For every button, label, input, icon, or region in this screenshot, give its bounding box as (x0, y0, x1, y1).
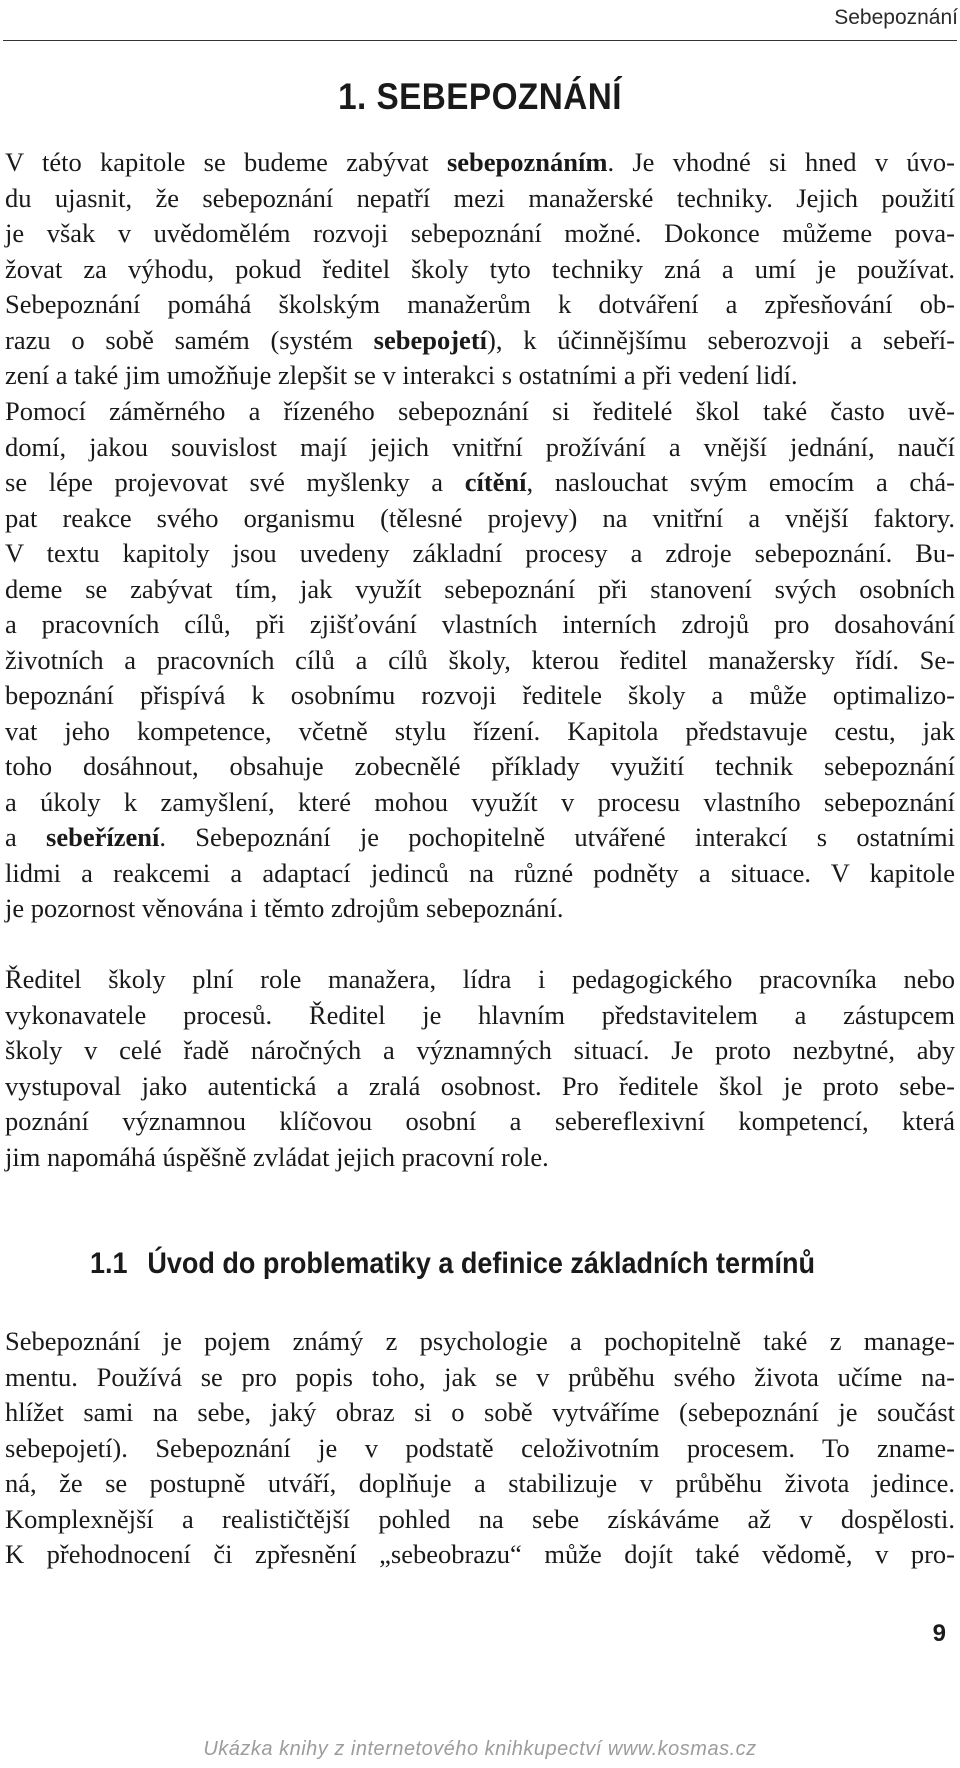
section-heading (90, 1247, 815, 1281)
text-line (5, 145, 955, 181)
paragraph-intro (5, 145, 955, 394)
text-line: jim napomáhá úspěšně zvládat jejich pracovní role. (5, 1141, 549, 1172)
text-line: ná, že se postupně utváří, doplňuje a stabilizuje v průběhu života jedince. (5, 1468, 955, 1498)
text-line: školy v celé řadě náročných a významných situací. Je proto nezbytné, aby (5, 1035, 955, 1065)
text-run: , naslouchat svým emocím a chá- (526, 467, 955, 497)
text-line: K přehodnocení či zpřesnění „sebeobrazu“ může dojít také vědomě, v pro- (5, 1539, 955, 1569)
text-run: razu o sobě samém (systém (5, 324, 374, 355)
text-line: vykonavatele procesů. Ředitel je hlavním představitelem a zástupcem (5, 999, 955, 1030)
text-line: Pomocí záměrného a řízeného sebepoznání si ředitelé škol také často uvě- (5, 396, 955, 426)
bold-term: sebepoznáním (446, 147, 608, 177)
text-line: je pozornost věnována i těmto zdrojům sebepoznání. (5, 893, 564, 923)
text-line: du ujasnit, že sebepoznání nepatří mezi manažerské techniky. Jejich použití (5, 182, 955, 213)
section-title: Úvod do problematiky a definice základních termínů (147, 1247, 815, 1280)
text-line: je však v uvědomělém rozvoji sebepoznání možné. Dokonce můžeme pova- (5, 218, 955, 248)
text-line: Komplexnější a realističtější pohled na sebe získáváme až v dospělosti. (5, 1503, 955, 1534)
text-run: V této kapitole se budeme zabývat (5, 147, 447, 177)
paragraph-director-roles (5, 962, 955, 1175)
text-line: toho dosáhnout, obsahuje zobecnělé příklady využití technik sebepoznání (5, 751, 955, 781)
page-number: 9 (932, 1620, 946, 1647)
text-line: sebepojetí). Sebepoznání je v podstatě celoživotním procesem. To zname- (5, 1432, 955, 1463)
text-line: Sebepoznání je pojem známý z psychologie a pochopitelně také z manage- (5, 1326, 955, 1356)
bold-term: sebepojetí (373, 324, 488, 355)
text-line: bepoznání přispívá k osobnímu rozvoji ředitele školy a může optimalizo- (5, 680, 955, 710)
section-number: 1.1 (90, 1247, 128, 1280)
text-line: a pracovních cílů, při zjišťování vlastních interních zdrojů pro dosahování (5, 609, 955, 639)
text-run: a (5, 822, 47, 852)
paragraph-definition (5, 1324, 955, 1573)
text-line: hlížet sami na sebe, jaký obraz si o sobě vytváříme (sebepoznání je součást (5, 1397, 955, 1427)
text-run: se lépe projevovat své myšlenky a (5, 467, 465, 497)
text-run: . Sebepoznání je pochopitelně utvářené interakcí s ostatními (159, 822, 955, 852)
text-line: vat jeho kompetence, včetně stylu řízení. Kapitola představuje cestu, jak (5, 715, 955, 746)
text-line: mentu. Používá se pro popis toho, jak se v průběhu svého života učíme na- (5, 1361, 955, 1392)
header-rule (3, 40, 957, 41)
text-line: lidmi a reakcemi a adaptací jedinců na různé podněty a situace. V kapitole (5, 857, 955, 888)
text-line: a úkoly k zamyšlení, které mohou využít v procesu vlastního sebepoznání (5, 786, 955, 817)
text-line (5, 323, 955, 359)
watermark-text: Ukázka knihy z internetového knihkupectví www.kosmas.cz (203, 1738, 757, 1760)
running-header: Sebepoznání (834, 6, 958, 29)
bold-term: sebeřízení (46, 822, 160, 852)
text-line (5, 465, 955, 501)
text-line (5, 820, 955, 856)
text-run: . Je vhodné si hned v úvo- (607, 147, 955, 177)
text-line: Ředitel školy plní role manažera, lídra i pedagogického pracovníka nebo (5, 964, 955, 994)
text-line: deme se zabývat tím, jak využít sebepoznání při stanovení svých osobních (5, 573, 955, 604)
paragraph-goals (5, 394, 955, 927)
text-line: V textu kapitoly jsou uvedeny základní procesy a zdroje sebepoznání. Bu- (5, 538, 955, 568)
text-line: zení a také jim umožňuje zlepšit se v interakci s ostatními a při vedení lidí. (5, 360, 798, 390)
text-line: žovat za výhodu, pokud ředitel školy tyto techniky zná a umí je používat. (5, 253, 955, 284)
bold-term: cítění (464, 467, 527, 497)
text-run: ), k účinnějšímu seberozvoji a sebeří- (487, 324, 955, 355)
text-line: Sebepoznání pomáhá školským manažerům k dotváření a zpřesňování ob- (5, 289, 955, 319)
text-line: domí, jakou souvislost mají jejich vnitřní prožívání a vnější jednání, naučí (5, 431, 955, 462)
text-line: poznání významnou klíčovou osobní a sebereflexivní kompetencí, která (5, 1106, 955, 1136)
chapter-title: 1. SEBEPOZNÁNÍ (338, 76, 622, 117)
text-line: vystupoval jako autentická a zralá osobnost. Pro ředitele škol je proto sebe- (5, 1070, 955, 1101)
text-line: pat reakce svého organismu (tělesné projevy) na vnitřní a vnější faktory. (5, 502, 955, 533)
text-line: životních a pracovních cílů a cílů školy, kterou ředitel manažersky řídí. Se- (5, 644, 955, 675)
